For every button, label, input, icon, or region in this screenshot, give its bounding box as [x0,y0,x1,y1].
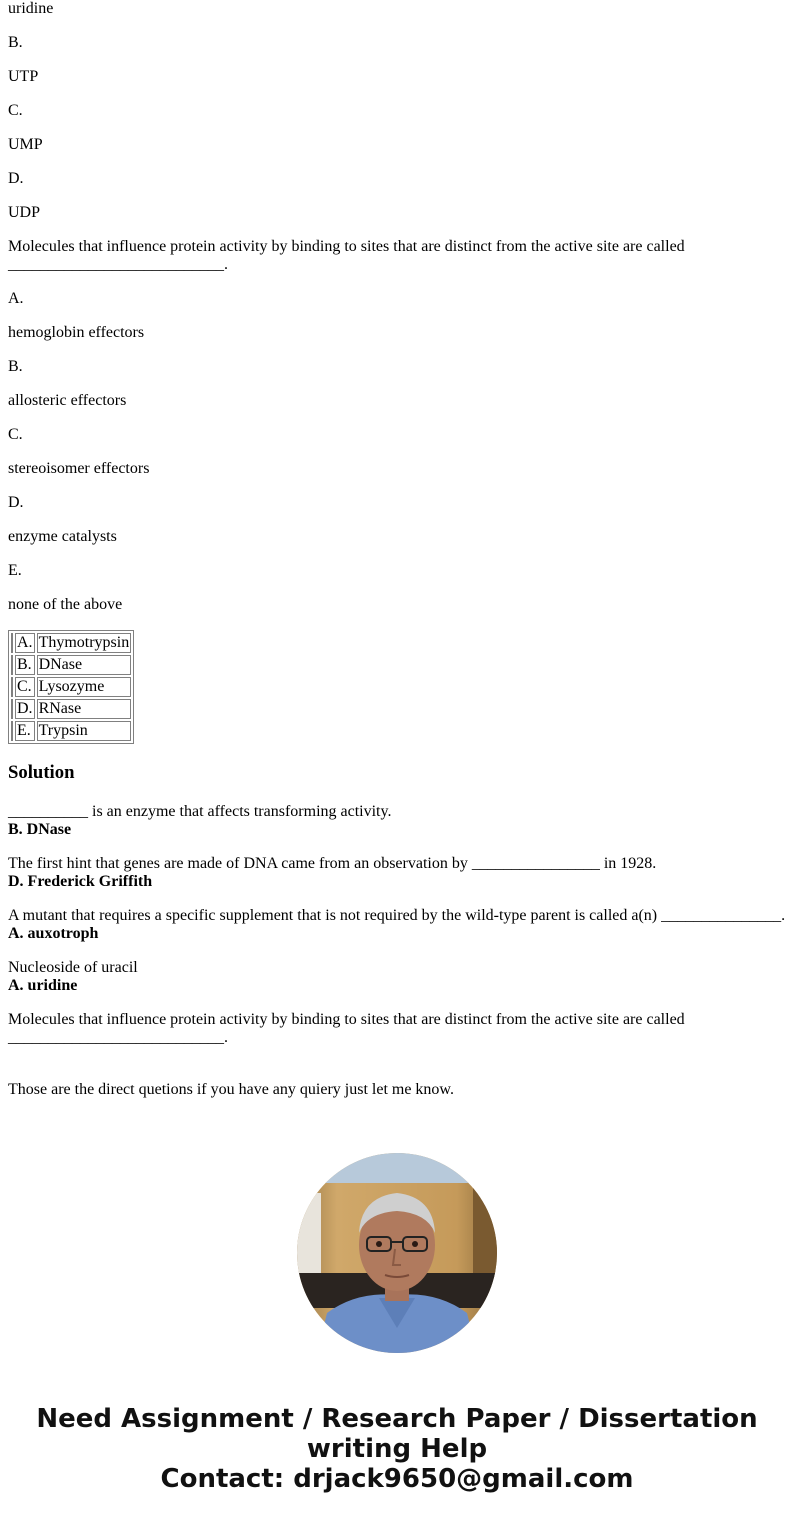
table-row [11,721,131,741]
choice-letter: C. [8,102,23,119]
option-letter: A. [17,634,33,651]
solution-item [8,1011,786,1047]
option-letter: B. [15,655,35,675]
choice-text: hemoglobin effectors [8,324,145,341]
choice-text: uridine [8,0,54,17]
solution-question: Molecules that influence protein activity by binding to sites that are distinct from the active site are called ___________________________. [8,1011,685,1046]
question-text: Molecules that influence protein activity by binding to sites that are distinct from the active site are called [8,238,685,255]
choice-letter: B. [8,358,23,375]
choice-letter: C. [8,426,23,443]
choice-text: enzyme catalysts [8,528,117,545]
solution-question: __________ is an enzyme that affects transforming activity. [8,803,392,820]
table-row [11,699,131,719]
table-row [11,633,131,653]
table-row [11,655,131,675]
author-portrait-image [297,1153,497,1353]
choice-text: UDP [8,204,41,221]
question-blank: ___________________________. [8,256,228,273]
option-letter: C. [15,677,35,697]
solution-answer: D. Frederick Griffith [8,873,153,890]
choice-text: none of the above [8,596,123,613]
help-banner [0,1404,794,1494]
choice-letter: B. [8,34,23,51]
choice-text: allosteric effectors [8,392,127,409]
banner-contact: Contact: drjack9650@gmail.com [160,1464,634,1494]
choice-letter: D. [8,170,24,187]
enzyme-options-table [8,630,134,744]
solution-item [8,959,786,995]
solution-question: A mutant that requires a specific supplement that is not required by the wild-type parent is called a(n) _______________. [8,907,786,924]
choice-text: stereoisomer effectors [8,460,150,477]
option-name: Thymotrypsin [38,634,130,651]
choice-letter: A. [8,290,24,307]
option-name: Lysozyme [37,677,132,697]
choice-text: UTP [8,68,39,85]
solution-heading: Solution [8,762,75,783]
solution-item [8,855,786,891]
option-letter: E. [15,721,35,741]
option-letter: D. [17,700,33,717]
solution-item [8,907,786,943]
solution-item [8,803,786,839]
solution-question: The first hint that genes are made of DNA came from an observation by ________________ in 1928. [8,855,657,872]
table-row [11,677,131,697]
page-content [8,0,786,1099]
option-name: RNase [37,699,132,719]
choice-letter: E. [8,562,22,579]
option-name: DNase [37,655,132,675]
option-name: Trypsin [37,721,132,741]
choice-text: UMP [8,136,43,153]
solution-answer: A. auxotroph [8,925,99,942]
question-allosteric [8,238,786,274]
closing-note: Those are the direct quetions if you have any quiery just let me know. [8,1081,454,1098]
banner-headline: Need Assignment / Research Paper / Dissertation writing Help [36,1404,758,1464]
solution-answer: B. DNase [8,821,72,838]
solution-question: Nucleoside of uracil [8,959,138,976]
solution-answer: A. uridine [8,977,78,994]
author-photo [297,1153,497,1353]
choice-letter: D. [8,494,24,511]
